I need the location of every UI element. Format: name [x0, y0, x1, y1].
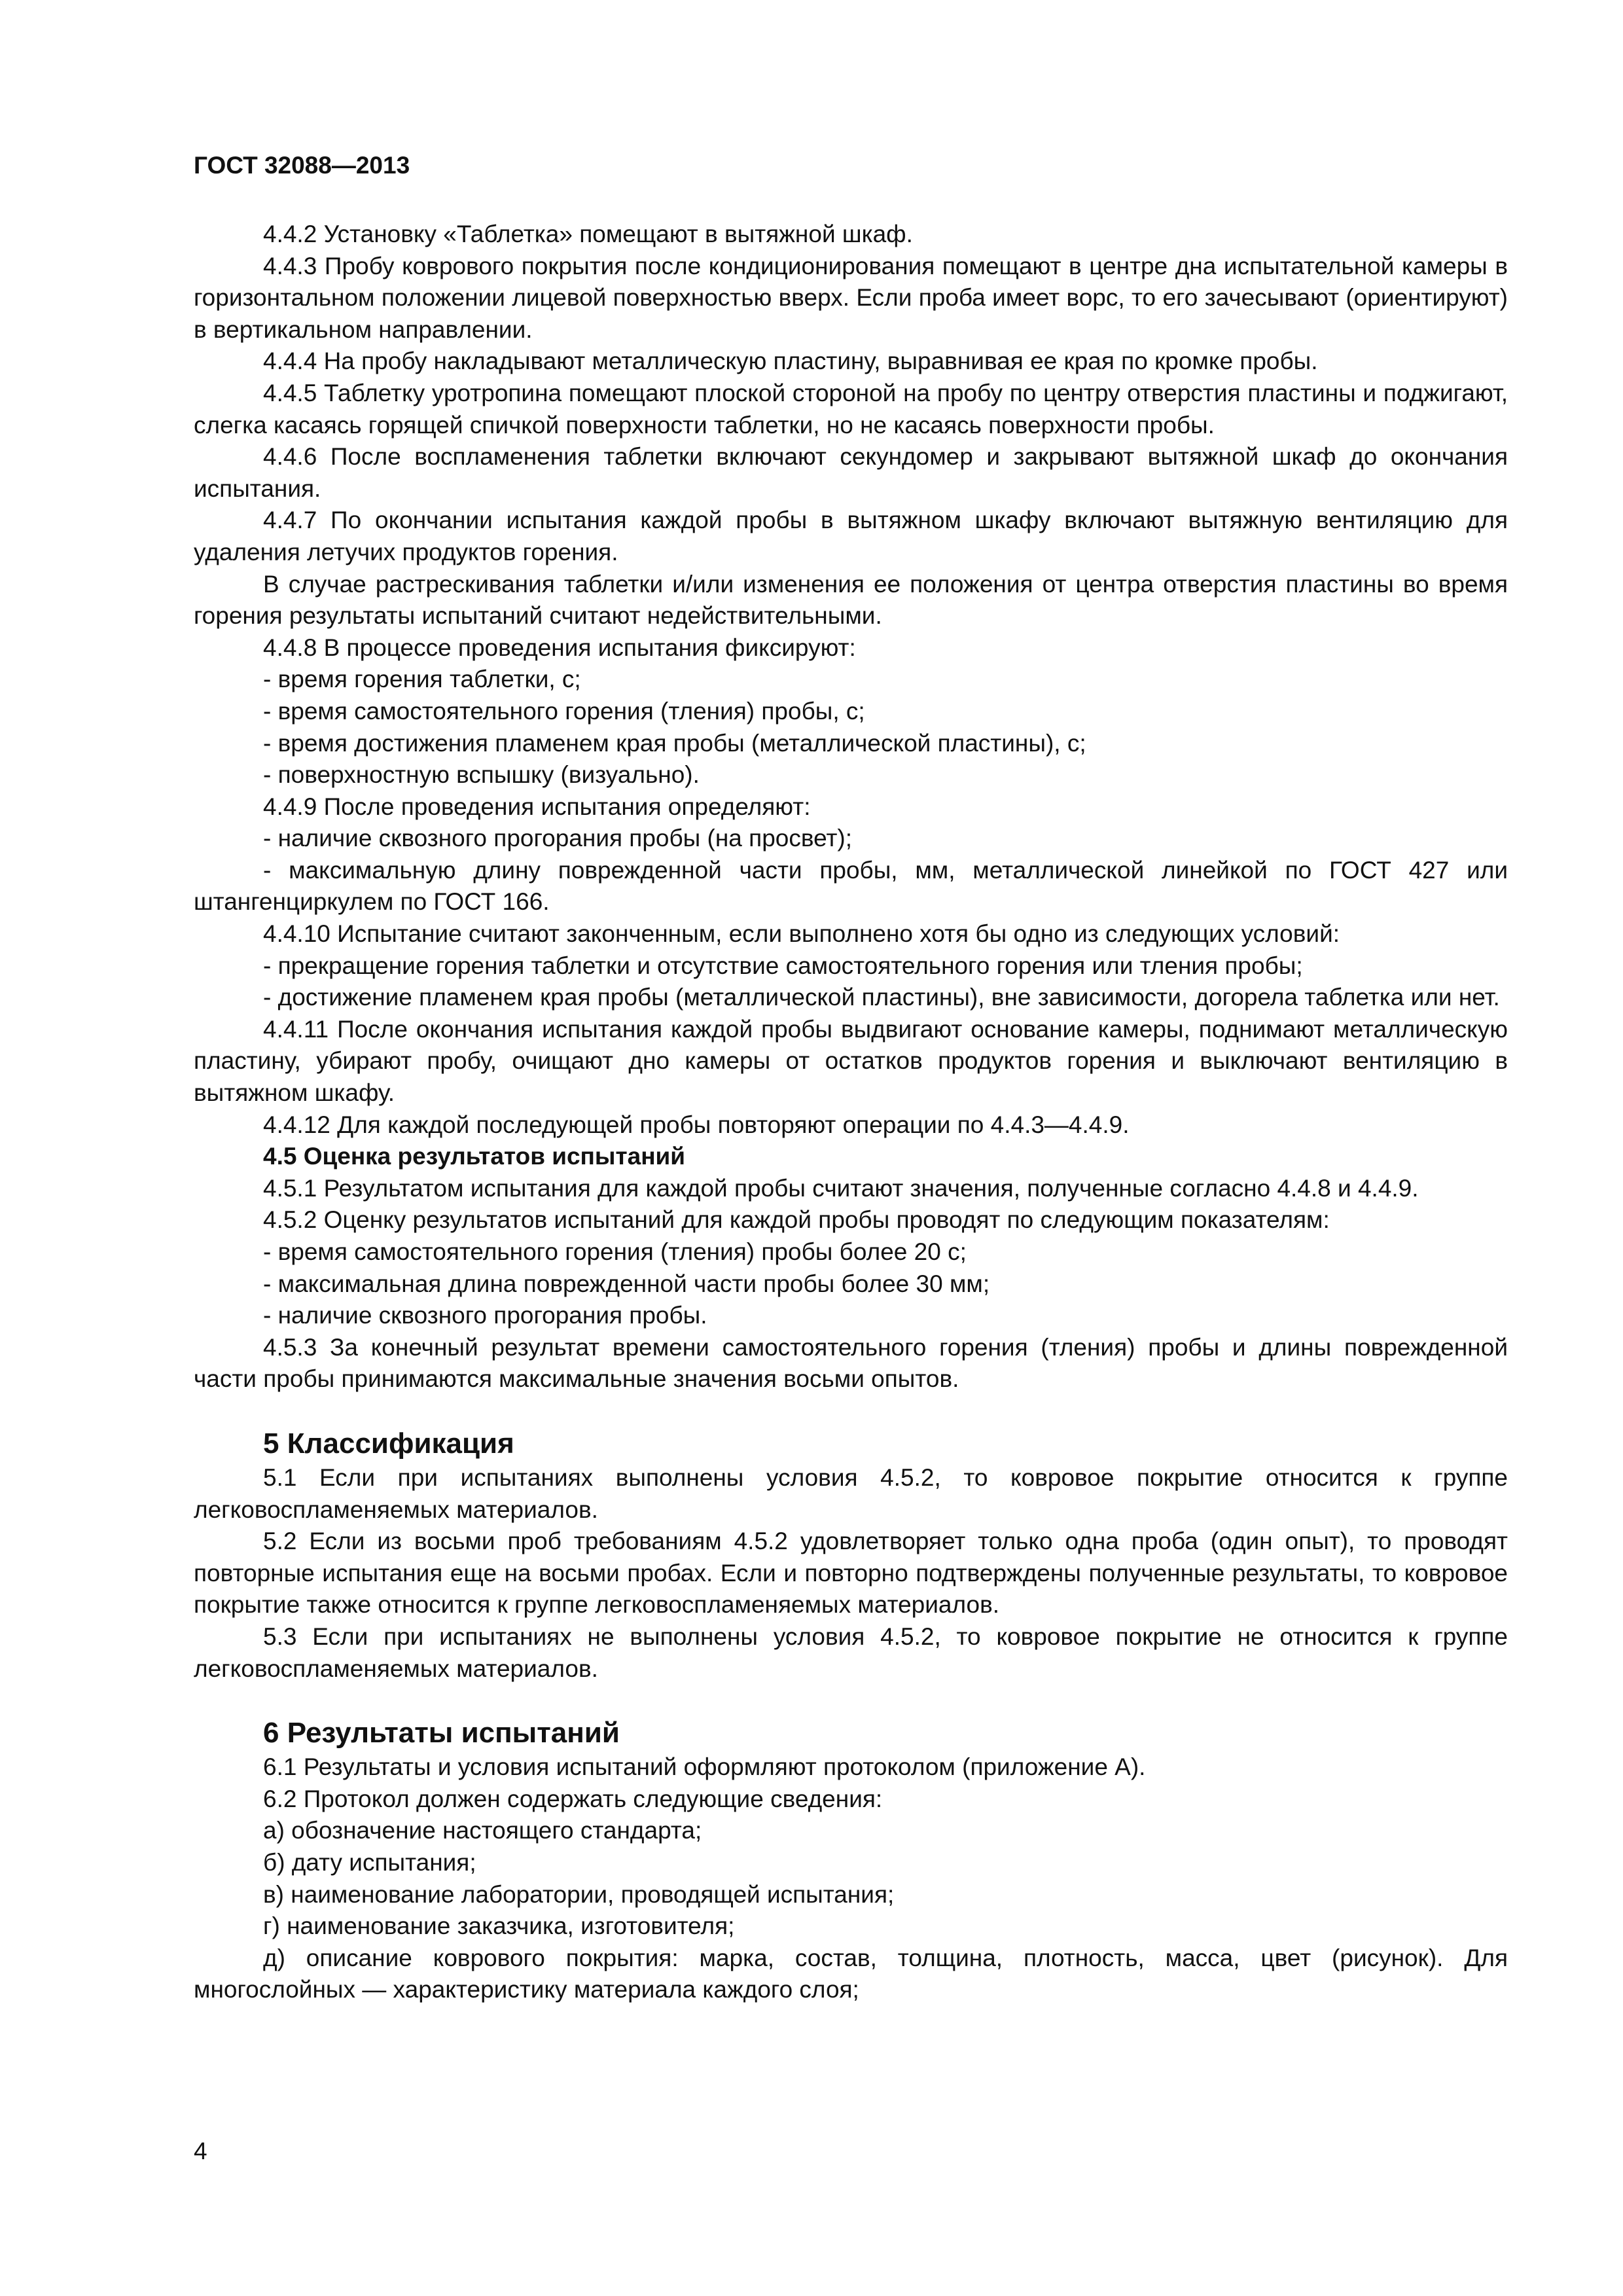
paragraph-4-4-8: 4.4.8 В процессе проведения испытания фиксируют: — [263, 634, 856, 661]
list-item: - время горения таблетки, с; — [263, 666, 581, 693]
list-item: д) описание коврового покрытия: марка, состав, толщина, плотность, масса, цвет (рисунок). Для многослойных — характеристику материала каждого слоя; — [194, 1944, 1508, 2003]
list-item: - наличие сквозного прогорания пробы. — [263, 1302, 707, 1329]
list-item: - наличие сквозного прогорания пробы (на просвет); — [263, 825, 852, 852]
list-item: - максимальная длина поврежденной части пробы более 30 мм; — [263, 1270, 990, 1297]
paragraph-4-4-11: 4.4.11 После окончания испытания каждой пробы выдвигают основание камеры, поднимают металлическую пластину, убирают пробу, очищают дно камеры от остатков продуктов горения и выключают вентиляцию в вытяжном шкафу. — [194, 1015, 1508, 1107]
paragraph-5-1: 5.1 Если при испытаниях выполнены условия 4.5.2, то ковровое покрытие относится к группе легковоспламеняемых материалов. — [194, 1463, 1508, 1523]
paragraph-4-4-3: 4.4.3 Пробу коврового покрытия после кондиционирования помещают в центре дна испытательной камеры в горизонтальном положении лицевой поверхностью вверх. Если проба имеет ворс, то его зачесывают (ориентируют) в вертикальном направлении. — [194, 252, 1508, 343]
list-item: - время достижения пламенем края пробы (металлической пластины), с; — [263, 729, 1086, 757]
list-item: - поверхностную вспышку (визуально). — [263, 761, 700, 789]
paragraph-4-4-4: 4.4.4 На пробу накладывают металлическую пластину, выравнивая ее края по кромке пробы. — [263, 348, 1318, 375]
paragraph-cracking-note: В случае растрескивания таблетки и/или изменения ее положения от центра отверстия пластины во время горения результаты испытаний считают недействительными. — [194, 570, 1508, 630]
paragraph-4-4-12: 4.4.12 Для каждой последующей пробы повторяют операции по 4.4.3—4.4.9. — [263, 1111, 1130, 1138]
paragraph-5-3: 5.3 Если при испытаниях не выполнены условия 4.5.2, то ковровое покрытие не относится к группе легковоспламеняемых материалов. — [194, 1623, 1508, 1682]
paragraph-5-2: 5.2 Если из восьми проб требованиям 4.5.2 удовлетворяет только одна проба (один опыт), то проводят повторные испытания еще на восьми пробах. Если и повторно подтверждены полученные результаты, то ковровое покрытие также относится к группе легковоспламеняемых материалов. — [194, 1528, 1508, 1619]
paragraph-6-1: 6.1 Результаты и условия испытаний оформляют протоколом (приложение А). — [263, 1753, 1146, 1781]
list-item: - максимальную длину поврежденной части пробы, мм, металлической линейкой по ГОСТ 427 или штангенциркулем по ГОСТ 166. — [194, 856, 1508, 916]
paragraph-6-2: 6.2 Протокол должен содержать следующие сведения: — [263, 1785, 883, 1812]
paragraph-4-5-3: 4.5.3 За конечный результат времени самостоятельного горения (тления) пробы и длины поврежденной части пробы принимаются максимальные значения восьми опытов. — [194, 1333, 1508, 1393]
document-body — [194, 219, 1508, 2006]
paragraph-4-4-5: 4.4.5 Таблетку уротропина помещают плоской стороной на пробу по центру отверстия пластины и поджигают, слегка касаясь горящей спичкой поверхности таблетки, но не касаясь поверхности пробы. — [194, 379, 1508, 439]
paragraph-4-4-7: 4.4.7 По окончании испытания каждой пробы в вытяжном шкафу включают вытяжную вентиляцию для удаления летучих продуктов горения. — [194, 507, 1508, 565]
paragraph-4-4-6: 4.4.6 После воспламенения таблетки включают секундомер и закрывают вытяжной шкаф до окончания испытания. — [194, 443, 1508, 502]
list-item: - достижение пламенем края пробы (металлической пластины), вне зависимости, догорела таблетка или нет. — [263, 984, 1500, 1011]
list-item: - время самостоятельного горения (тления) пробы более 20 с; — [263, 1238, 967, 1265]
list-item: - время самостоятельного горения (тления) пробы, с; — [263, 697, 865, 725]
section-title-5: 5 Классификация — [263, 1427, 514, 1460]
list-item: а) обозначение настоящего стандарта; — [263, 1817, 702, 1844]
list-item: г) наименование заказчика, изготовителя; — [263, 1912, 735, 1940]
paragraph-4-5-1: 4.5.1 Результатом испытания для каждой пробы считают значения, полученные согласно 4.4.8 и 4.4.9. — [263, 1174, 1419, 1202]
page-number: 4 — [194, 2138, 207, 2164]
paragraph-4-4-2: 4.4.2 Установку «Таблетка» помещают в вытяжной шкаф. — [263, 221, 913, 247]
paragraph-4-4-10: 4.4.10 Испытание считают законченным, если выполнено хотя бы одно из следующих условий: — [263, 920, 1340, 948]
paragraph-4-5-2: 4.5.2 Оценку результатов испытаний для каждой пробы проводят по следующим показателям: — [263, 1206, 1330, 1234]
subsection-title-4-5: 4.5 Оценка результатов испытаний — [263, 1143, 686, 1170]
section-title-6: 6 Результаты испытаний — [263, 1717, 620, 1749]
list-item: б) дату испытания; — [263, 1848, 476, 1876]
list-item: - прекращение горения таблетки и отсутствие самостоятельного горения или тления пробы; — [263, 952, 1303, 979]
document-header: ГОСТ 32088—2013 — [194, 152, 410, 179]
paragraph-4-4-9: 4.4.9 После проведения испытания определяют: — [263, 793, 811, 820]
list-item: в) наименование лаборатории, проводящей испытания; — [263, 1880, 895, 1908]
